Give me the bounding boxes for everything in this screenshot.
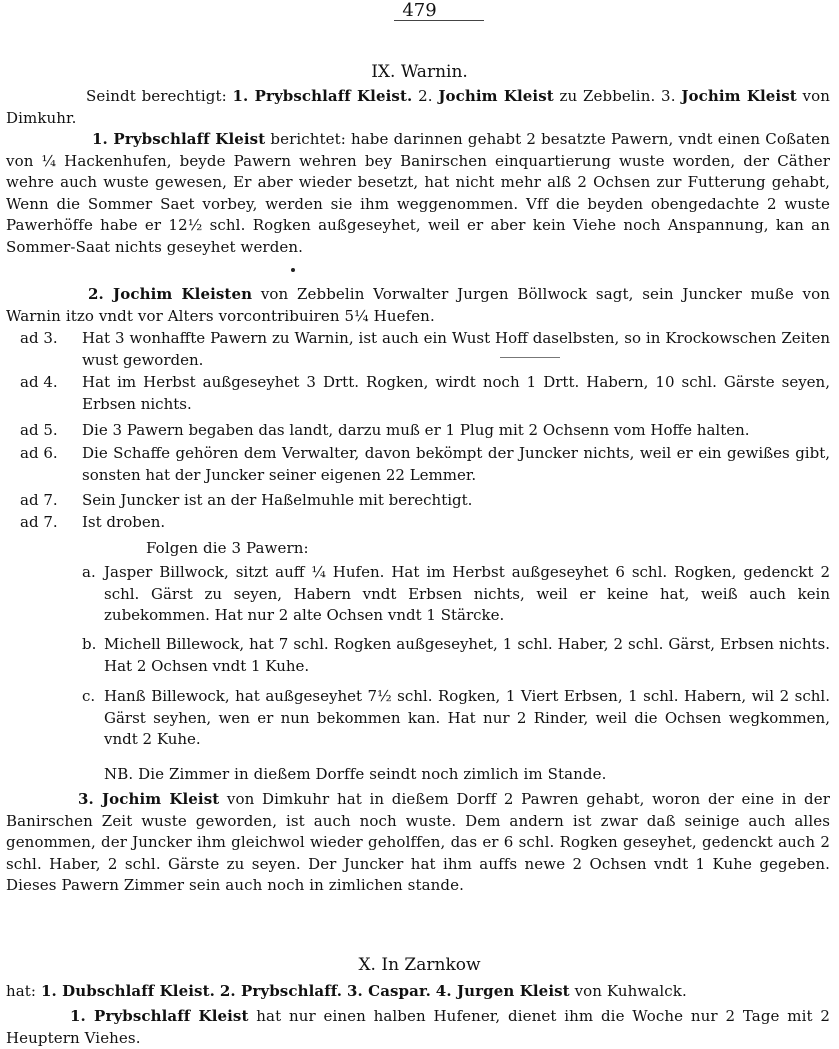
nota-bene: NB. Die Zimmer in dießem Dorffe seindt noch zimlich im Stande. — [104, 765, 607, 783]
underline-mark — [500, 357, 560, 358]
farmer-label: a. — [82, 563, 96, 581]
ink-dot — [291, 268, 295, 272]
ad-label: ad 7. — [20, 513, 58, 531]
ad-label: ad 6. — [20, 444, 58, 462]
ad-label: ad 7. — [20, 491, 58, 509]
ad-text: Die Schaffe gehören dem Verwalter, davon bekömpt der Juncker nichts, weil er ein gewißes gibt, sonsten hat der Juncker seiner eigenen 22 Lemmer. — [82, 444, 830, 484]
ad-text: Hat im Herbst außgeseyhet 3 Drtt. Rogken, wirdt noch 1 Drtt. Habern, 10 schl. Gärste seyen, Erbsen nichts. — [82, 373, 830, 413]
ad-text: Sein Juncker ist an der Haßelmuhle mit berechtigt. — [82, 491, 473, 509]
farmer-entry: Michell Billewock, hat 7 schl. Rogken außgeseyhet, 1 schl. Haber, 2 schl. Gärst, Erbsen nichts. Hat 2 Ochsen vndt 1 Kuhe. — [104, 635, 830, 675]
section-x-paragraph-1: 1. Prybschlaff Kleist hat nur einen halben Hufener, dienet ihm die Woche nur 2 Tage mit 2 Heuptern Viehes. — [6, 1007, 830, 1047]
section-x-intro: hat: 1. Dubschlaff Kleist. 2. Prybschlaff. 3. Caspar. 4. Jurgen Kleist von Kuhwalck. — [6, 982, 687, 1000]
section-ix-intro: Seindt berechtigt: 1. Prybschlaff Kleist. 2. Jochim Kleist zu Zebbelin. 3. Jochim Kleist von Dimkuhr. — [6, 87, 830, 127]
farmer-entry: Jasper Billwock, sitzt auff ¼ Hufen. Hat im Herbst außgeseyhet 6 schl. Rogken, gedenckt 2 schl. Gärst zu seyen, Habern vndt Erbsen nichts, weil er keine hat, weiß auch kein zubekommen. Hat nur 2 alte Ochsen vndt 1 Stärcke. — [104, 563, 830, 625]
farmer-label: c. — [82, 687, 96, 705]
ad-label: ad 3. — [20, 329, 58, 347]
ad-text: Hat 3 wonhaffte Pawern zu Warnin, ist auch ein Wust Hoff daselbsten, so in Krockowschen Zeiten wust geworden. — [82, 329, 830, 369]
farmers-intro: Folgen die 3 Pawern: — [146, 539, 309, 557]
section-heading-ix: IX. Warnin. — [371, 62, 468, 82]
section-heading-x: X. In Zarnkow — [358, 955, 481, 975]
ad-text: Die 3 Pawern begaben das landt, darzu muß er 1 Plug mit 2 Ochsenn vom Hoffe halten. — [82, 421, 750, 439]
page-number: 479 — [402, 0, 437, 21]
ad-label: ad 5. — [20, 421, 58, 439]
farmer-entry: Hanß Billewock, hat außgeseyhet 7½ schl. Rogken, 1 Viert Erbsen, 1 schl. Habern, wil 2 schl. Gärst seyhen, wen er nun bekommen kan. Hat nur 2 Rinder, weil die Ochsen wegkommen, vndt 2 Kuhe. — [104, 687, 830, 749]
ad-text: Ist droben. — [82, 513, 166, 531]
paragraph-2-jochim-zebbelin: 2. Jochim Kleisten von Zebbelin Vorwalter Jurgen Böllwock sagt, sein Juncker muße von Warnin itzo vndt vor Alters vorcontribuiren 5¼ Huefen. — [6, 285, 830, 325]
paragraph-1-prybschlaff: 1. Prybschlaff Kleist berichtet: habe darinnen gehabt 2 besatzte Pawern, vndt einen Coßaten von ¼ Hackenhufen, beyde Pawern wehren bey Banirschen einquartierung wuste worden, der Cäther wehre auch wuste gewesen, Er aber wieder besetzt, hat nicht mehr alß 2 Ochsen zur Futterung gehabt, Wenn die Sommer Saet vorbey, werden sie ihm weggenommen. Vff die beyden obengedachte 2 wuste Pawerhöffe habe er 12½ schl. Rogken außgeseyhet, weil er aber kein Viehe noch Anspannung, kan an Sommer-Saat nichts geseyhet werden. — [6, 130, 830, 256]
header-rule — [394, 20, 484, 21]
paragraph-3-jochim-dimkuhr: 3. Jochim Kleist von Dimkuhr hat in dießem Dorff 2 Pawren gehabt, woron der eine in der Banirschen Zeit wuste geworden, ist auch noch wuste. Dem andern ist zwar daß seinige auch alles genommen, der Juncker ihm gleichwol wieder geholffen, das er 6 schl. Rogken geseyhet, gedenckt auch 2 schl. Haber, 2 schl. Gärste zu seyen. Der Juncker hat ihm auffs newe 2 Ochsen vndt 1 Kuhe gegeben. Dieses Pawern Zimmer sein auch noch in zimlichen stande. — [6, 790, 830, 895]
farmer-label: b. — [82, 635, 97, 653]
ad-label: ad 4. — [20, 373, 58, 391]
